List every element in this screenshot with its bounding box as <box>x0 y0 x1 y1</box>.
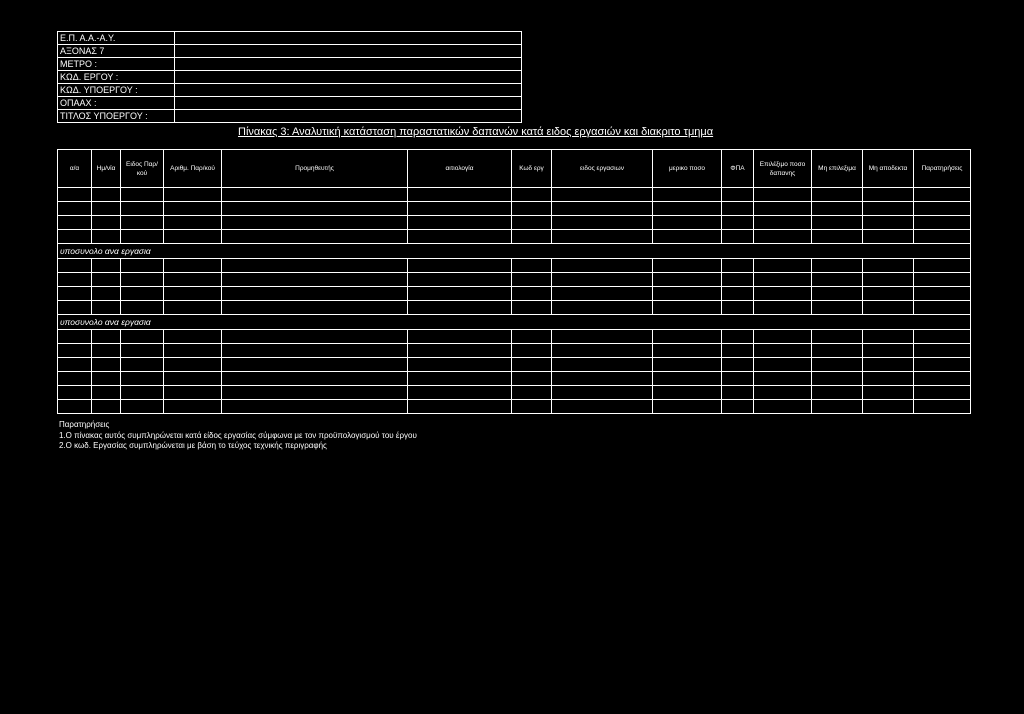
table-cell[interactable] <box>121 386 164 400</box>
table-cell[interactable] <box>914 216 971 230</box>
table-cell[interactable] <box>58 273 92 287</box>
table-cell[interactable] <box>863 344 914 358</box>
column-header: Αριθμ. Παρ/κού <box>164 150 222 188</box>
table-cell[interactable] <box>722 259 754 273</box>
subtotal-row <box>58 315 971 330</box>
table-cell[interactable] <box>812 287 863 301</box>
info-value[interactable] <box>175 58 522 71</box>
table-cell[interactable] <box>58 344 92 358</box>
table-row <box>58 202 971 216</box>
table-row <box>58 287 971 301</box>
table-cell[interactable] <box>121 202 164 216</box>
table-cell[interactable] <box>754 386 812 400</box>
table-cell[interactable] <box>722 273 754 287</box>
table-cell[interactable] <box>754 301 812 315</box>
info-row <box>58 97 522 110</box>
table-cell[interactable] <box>408 358 512 372</box>
table-cell[interactable] <box>164 230 222 244</box>
table-row <box>58 259 971 273</box>
table-cell[interactable] <box>121 287 164 301</box>
table-cell[interactable] <box>164 188 222 202</box>
table-cell[interactable] <box>512 188 552 202</box>
table-cell[interactable] <box>121 259 164 273</box>
table-cell[interactable] <box>512 372 552 386</box>
table-cell[interactable] <box>58 386 92 400</box>
table-cell[interactable] <box>92 188 121 202</box>
table-cell[interactable] <box>121 273 164 287</box>
table-cell[interactable] <box>722 216 754 230</box>
table-cell[interactable] <box>58 230 92 244</box>
table-cell[interactable] <box>722 188 754 202</box>
table-cell[interactable] <box>653 259 722 273</box>
table-cell[interactable] <box>92 358 121 372</box>
table-cell[interactable] <box>653 372 722 386</box>
column-header: Ειδος Παρ/κού <box>121 150 164 188</box>
table-cell[interactable] <box>164 273 222 287</box>
table-cell[interactable] <box>408 301 512 315</box>
table-cell[interactable] <box>408 216 512 230</box>
table-cell[interactable] <box>754 273 812 287</box>
table-cell[interactable] <box>58 358 92 372</box>
table-cell[interactable] <box>754 202 812 216</box>
table-cell[interactable] <box>914 330 971 344</box>
table-row <box>58 188 971 202</box>
table-row <box>58 386 971 400</box>
table-cell[interactable] <box>754 259 812 273</box>
note-item: 2.Ο κωδ. Εργασίας συμπληρώνεται με βάση το τεύχος τεχνικής περιγραφής <box>59 441 327 450</box>
table-cell[interactable] <box>58 259 92 273</box>
subtotal-row <box>58 244 971 259</box>
table-row <box>58 301 971 315</box>
table-cell[interactable] <box>121 344 164 358</box>
table-cell[interactable] <box>653 188 722 202</box>
table-cell[interactable] <box>222 344 408 358</box>
table-cell[interactable] <box>92 287 121 301</box>
table-row <box>58 372 971 386</box>
table-cell[interactable] <box>812 230 863 244</box>
table-cell[interactable] <box>552 259 653 273</box>
table-cell[interactable] <box>58 287 92 301</box>
table-cell[interactable] <box>552 301 653 315</box>
table-cell[interactable] <box>58 188 92 202</box>
table-cell[interactable] <box>164 216 222 230</box>
table-cell[interactable] <box>863 358 914 372</box>
table-cell[interactable] <box>164 344 222 358</box>
table-cell[interactable] <box>722 386 754 400</box>
table-cell[interactable] <box>92 386 121 400</box>
table-cell[interactable] <box>408 287 512 301</box>
table-cell[interactable] <box>58 202 92 216</box>
column-header: ΦΠΑ <box>722 150 754 188</box>
table-cell[interactable] <box>408 202 512 216</box>
table-cell[interactable] <box>121 358 164 372</box>
table-cell[interactable] <box>408 259 512 273</box>
table-cell[interactable] <box>754 400 812 414</box>
table-cell[interactable] <box>58 330 92 344</box>
table-cell[interactable] <box>863 372 914 386</box>
table-cell[interactable] <box>914 230 971 244</box>
table-cell[interactable] <box>914 287 971 301</box>
table-cell[interactable] <box>164 386 222 400</box>
table-cell[interactable] <box>92 301 121 315</box>
table-cell[interactable] <box>92 202 121 216</box>
info-value[interactable] <box>175 32 522 45</box>
table-cell[interactable] <box>863 287 914 301</box>
table-cell[interactable] <box>222 230 408 244</box>
info-label: ΜΕΤΡΟ : <box>58 58 175 71</box>
table-cell[interactable] <box>92 273 121 287</box>
info-row <box>58 71 522 84</box>
header-row <box>58 150 971 188</box>
column-header: Παρατηρήσεις <box>914 150 971 188</box>
table-cell[interactable] <box>812 216 863 230</box>
table-cell[interactable] <box>754 358 812 372</box>
column-header: Ημ/νία <box>92 150 121 188</box>
table-cell[interactable] <box>552 273 653 287</box>
table-cell[interactable] <box>512 230 552 244</box>
table-cell[interactable] <box>653 230 722 244</box>
table-cell[interactable] <box>512 301 552 315</box>
info-label: Ε.Π. Α.Α.-Α.Υ. <box>58 32 175 45</box>
table-cell[interactable] <box>914 188 971 202</box>
table-cell[interactable] <box>722 330 754 344</box>
table-cell[interactable] <box>653 287 722 301</box>
table-cell[interactable] <box>914 202 971 216</box>
table-cell[interactable] <box>812 344 863 358</box>
table-cell[interactable] <box>722 400 754 414</box>
table-cell[interactable] <box>92 330 121 344</box>
table-cell[interactable] <box>812 386 863 400</box>
table-cell[interactable] <box>552 344 653 358</box>
table-cell[interactable] <box>121 400 164 414</box>
table-row <box>58 216 971 230</box>
table-cell[interactable] <box>914 358 971 372</box>
table-cell[interactable] <box>222 358 408 372</box>
table-cell[interactable] <box>92 259 121 273</box>
table-cell[interactable] <box>812 372 863 386</box>
table-cell[interactable] <box>92 344 121 358</box>
table-cell[interactable] <box>722 358 754 372</box>
table-cell[interactable] <box>653 330 722 344</box>
table-cell[interactable] <box>914 386 971 400</box>
table-cell[interactable] <box>754 230 812 244</box>
table-cell[interactable] <box>512 330 552 344</box>
table-cell[interactable] <box>914 259 971 273</box>
info-row <box>58 110 522 123</box>
table-cell[interactable] <box>653 202 722 216</box>
table-cell[interactable] <box>914 372 971 386</box>
table-row <box>58 273 971 287</box>
table-cell[interactable] <box>92 216 121 230</box>
table-cell[interactable] <box>408 344 512 358</box>
table-cell[interactable] <box>222 372 408 386</box>
table-cell[interactable] <box>863 230 914 244</box>
table-cell[interactable] <box>512 273 552 287</box>
table-row <box>58 400 971 414</box>
table-cell[interactable] <box>222 202 408 216</box>
table-cell[interactable] <box>164 259 222 273</box>
table-cell[interactable] <box>552 202 653 216</box>
table-cell[interactable] <box>863 273 914 287</box>
table-cell[interactable] <box>408 273 512 287</box>
info-value[interactable] <box>175 97 522 110</box>
table-cell[interactable] <box>512 358 552 372</box>
column-header: ειδος εργασιων <box>552 150 653 188</box>
info-label: ΑΞΟΝΑΣ 7 <box>58 45 175 58</box>
table-row <box>58 330 971 344</box>
table-cell[interactable] <box>722 202 754 216</box>
info-label: ΤΙΤΛΟΣ ΥΠΟΕΡΓΟΥ : <box>58 110 175 123</box>
notes <box>59 420 417 452</box>
table-cell[interactable] <box>222 216 408 230</box>
info-value[interactable] <box>175 84 522 97</box>
table-cell[interactable] <box>164 330 222 344</box>
column-header: Επιλέξιμο ποσο δαπανης <box>754 150 812 188</box>
table-cell[interactable] <box>863 216 914 230</box>
table-cell[interactable] <box>222 330 408 344</box>
table-cell[interactable] <box>222 287 408 301</box>
table-cell[interactable] <box>164 358 222 372</box>
table-cell[interactable] <box>552 358 653 372</box>
info-row <box>58 84 522 97</box>
table-cell[interactable] <box>863 202 914 216</box>
note-item: 1.Ο πίνακας αυτός συμπληρώνεται κατά είδος εργασίας σύμφωνα με τον προϋπολογισμού του έργου <box>59 430 417 440</box>
table-cell[interactable] <box>164 202 222 216</box>
table-cell[interactable] <box>552 372 653 386</box>
column-header: α/α <box>58 150 92 188</box>
table-cell[interactable] <box>58 400 92 414</box>
table-cell[interactable] <box>512 400 552 414</box>
table-cell[interactable] <box>408 386 512 400</box>
table-cell[interactable] <box>653 386 722 400</box>
table-cell[interactable] <box>58 216 92 230</box>
table-row <box>58 344 971 358</box>
info-value[interactable] <box>175 71 522 84</box>
column-header: Μη επιλεξιμα <box>812 150 863 188</box>
table-cell[interactable] <box>164 287 222 301</box>
table-cell[interactable] <box>408 400 512 414</box>
table-cell[interactable] <box>812 273 863 287</box>
info-row <box>58 32 522 45</box>
table-cell[interactable] <box>552 330 653 344</box>
table-cell[interactable] <box>754 287 812 301</box>
project-info-table <box>57 31 522 123</box>
table-cell[interactable] <box>863 188 914 202</box>
table-cell[interactable] <box>552 216 653 230</box>
table-cell[interactable] <box>552 386 653 400</box>
column-header: Μη αποδεκτα <box>863 150 914 188</box>
table-cell[interactable] <box>863 386 914 400</box>
table-cell[interactable] <box>408 230 512 244</box>
table-cell[interactable] <box>812 330 863 344</box>
subtotal-label: υποσυνολο ανα εργασια <box>58 315 971 330</box>
info-row <box>58 58 522 71</box>
info-value[interactable] <box>175 110 522 123</box>
table-cell[interactable] <box>164 372 222 386</box>
info-row <box>58 45 522 58</box>
table-cell[interactable] <box>512 259 552 273</box>
table-cell[interactable] <box>754 216 812 230</box>
table-cell[interactable] <box>812 358 863 372</box>
table-cell[interactable] <box>552 287 653 301</box>
table-cell[interactable] <box>164 301 222 315</box>
info-label: ΚΩΔ. ΕΡΓΟΥ : <box>58 71 175 84</box>
subtotal-label: υποσυνολο ανα εργασια <box>58 244 971 259</box>
table-cell[interactable] <box>164 400 222 414</box>
table-cell[interactable] <box>121 230 164 244</box>
table-cell[interactable] <box>222 386 408 400</box>
table-cell[interactable] <box>653 216 722 230</box>
table-cell[interactable] <box>222 273 408 287</box>
table-cell[interactable] <box>92 372 121 386</box>
table-cell[interactable] <box>121 216 164 230</box>
table-cell[interactable] <box>812 188 863 202</box>
table-cell[interactable] <box>754 188 812 202</box>
table-cell[interactable] <box>408 372 512 386</box>
table-cell[interactable] <box>722 230 754 244</box>
table-cell[interactable] <box>653 273 722 287</box>
table-cell[interactable] <box>58 301 92 315</box>
table-cell[interactable] <box>408 188 512 202</box>
table-cell[interactable] <box>812 301 863 315</box>
table-cell[interactable] <box>222 301 408 315</box>
table-cell[interactable] <box>722 344 754 358</box>
expenses-table <box>57 149 971 414</box>
table-row <box>58 230 971 244</box>
table-cell[interactable] <box>121 301 164 315</box>
table-cell[interactable] <box>812 400 863 414</box>
table-cell[interactable] <box>754 330 812 344</box>
table-cell[interactable] <box>121 372 164 386</box>
table-cell[interactable] <box>722 301 754 315</box>
table-cell[interactable] <box>863 301 914 315</box>
table-cell[interactable] <box>512 344 552 358</box>
table-cell[interactable] <box>552 400 653 414</box>
notes-title: Παρατηρήσεις <box>59 420 110 429</box>
table-cell[interactable] <box>121 188 164 202</box>
table-cell[interactable] <box>812 259 863 273</box>
table-cell[interactable] <box>914 273 971 287</box>
table-cell[interactable] <box>653 301 722 315</box>
info-label: ΚΩΔ. ΥΠΟΕΡΓΟΥ : <box>58 84 175 97</box>
table-cell[interactable] <box>863 259 914 273</box>
column-header: μερικο ποσο <box>653 150 722 188</box>
table-cell[interactable] <box>653 400 722 414</box>
column-header: Προμηθευτής <box>222 150 408 188</box>
table-cell[interactable] <box>512 287 552 301</box>
table-row <box>58 358 971 372</box>
table-cell[interactable] <box>812 202 863 216</box>
table-cell[interactable] <box>222 188 408 202</box>
table-cell[interactable] <box>754 344 812 358</box>
info-label: ΟΠΑΑΧ : <box>58 97 175 110</box>
table-cell[interactable] <box>754 372 812 386</box>
table-cell[interactable] <box>92 230 121 244</box>
table-cell[interactable] <box>552 230 653 244</box>
table-cell[interactable] <box>863 400 914 414</box>
table-cell[interactable] <box>408 330 512 344</box>
table-cell[interactable] <box>722 372 754 386</box>
column-header: αιτιολογία <box>408 150 512 188</box>
table-cell[interactable] <box>92 400 121 414</box>
table-cell[interactable] <box>58 372 92 386</box>
table-cell[interactable] <box>653 358 722 372</box>
table-cell[interactable] <box>863 330 914 344</box>
table-cell[interactable] <box>512 202 552 216</box>
table-cell[interactable] <box>914 301 971 315</box>
page-title: Πίνακας 3: Αναλυτική κατάσταση παραστατικών δαπανών κατά ειδος εργασιών και διακριτο τμημα <box>238 126 714 138</box>
column-header: Κωδ εργ <box>512 150 552 188</box>
table-cell[interactable] <box>512 216 552 230</box>
table-cell[interactable] <box>512 386 552 400</box>
table-cell[interactable] <box>222 400 408 414</box>
table-cell[interactable] <box>914 344 971 358</box>
table-cell[interactable] <box>722 287 754 301</box>
table-cell[interactable] <box>222 259 408 273</box>
table-cell[interactable] <box>121 330 164 344</box>
table-cell[interactable] <box>552 188 653 202</box>
info-value[interactable] <box>175 45 522 58</box>
table-cell[interactable] <box>653 344 722 358</box>
table-cell[interactable] <box>914 400 971 414</box>
